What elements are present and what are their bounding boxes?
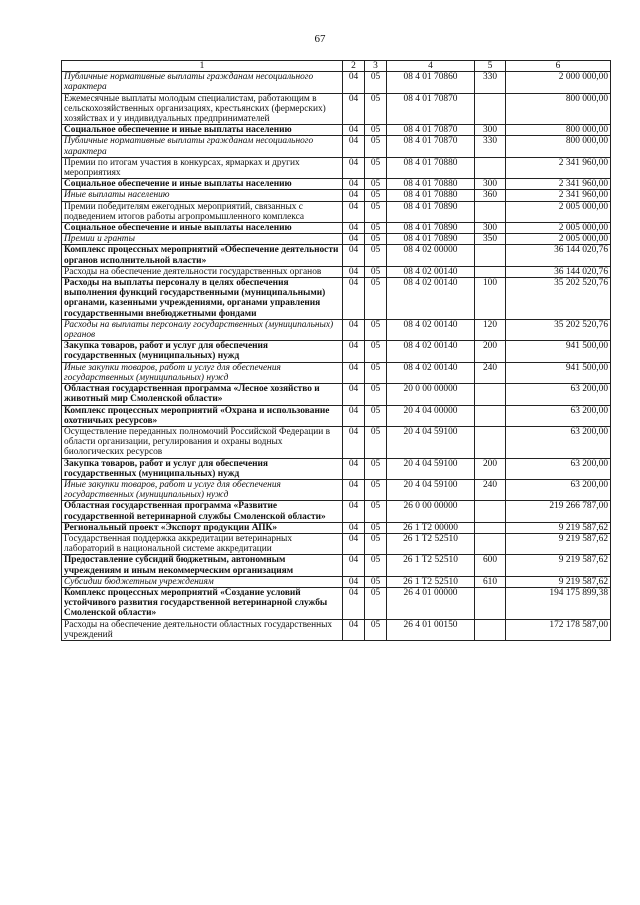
- budget-table: [61, 60, 611, 641]
- row-amount: 2 341 960,00: [506, 157, 611, 178]
- row-expense-type: 120: [475, 319, 506, 340]
- row-section: 04: [343, 223, 365, 234]
- row-name: Социальное обеспечение и иные выплаты населению: [62, 125, 343, 136]
- row-amount: 800 000,00: [506, 125, 611, 136]
- row-name: Предоставление субсидий бюджетным, автономным учреждениям и иным некоммерческим организациям: [62, 555, 343, 576]
- row-section: 04: [343, 501, 365, 522]
- page-number: 67: [314, 33, 326, 45]
- row-name: Ежемесячные выплаты молодым специалистам, работающим в сельскохозяйственных организациях, крестьянских (фермерских) хозяйствах и у индивидуальных предпринимателей: [62, 93, 343, 125]
- header-col-2: 2: [343, 61, 365, 72]
- row-name: Региональный проект «Экспорт продукции АПК»: [62, 522, 343, 533]
- row-expense-type: [475, 522, 506, 533]
- row-amount: 36 144 020,76: [506, 245, 611, 266]
- row-target-code: 08 4 01 70890: [387, 223, 475, 234]
- row-name: Государственная поддержка аккредитации ветеринарных лабораторий в национальной системе аккредитации: [62, 533, 343, 554]
- row-expense-type: [475, 266, 506, 277]
- table-row: [62, 223, 611, 234]
- row-amount: 2 005 000,00: [506, 201, 611, 222]
- row-name: Закупка товаров, работ и услуг для обеспечения государственных (муниципальных) нужд: [62, 458, 343, 479]
- row-name: Расходы на выплаты персоналу государственных (муниципальных) органов: [62, 319, 343, 340]
- row-target-code: 20 4 04 59100: [387, 426, 475, 458]
- row-subsection: 05: [365, 93, 387, 125]
- row-expense-type: [475, 384, 506, 405]
- row-name: Публичные нормативные выплаты гражданам несоциального характера: [62, 72, 343, 93]
- table-row: [62, 501, 611, 522]
- row-expense-type: 350: [475, 234, 506, 245]
- row-section: 04: [343, 125, 365, 136]
- row-subsection: 05: [365, 341, 387, 362]
- row-subsection: 05: [365, 619, 387, 640]
- row-subsection: 05: [365, 587, 387, 619]
- row-amount: 2 005 000,00: [506, 234, 611, 245]
- row-target-code: 26 4 01 00150: [387, 619, 475, 640]
- row-amount: 9 219 587,62: [506, 522, 611, 533]
- row-name: Расходы на выплаты персоналу в целях обеспечения выполнения функций государственными (муниципальными) органами, казенными учреждениями, органами управления государственными внебюджетными фондами: [62, 278, 343, 320]
- row-subsection: 05: [365, 245, 387, 266]
- header-col-5: 5: [475, 61, 506, 72]
- table-row: [62, 362, 611, 383]
- row-target-code: 26 1 T2 00000: [387, 522, 475, 533]
- row-expense-type: 200: [475, 341, 506, 362]
- row-name: Областная государственная программа «Развитие государственной ветеринарной службы Смоленской области»: [62, 501, 343, 522]
- row-subsection: 05: [365, 426, 387, 458]
- row-expense-type: 300: [475, 223, 506, 234]
- row-section: 04: [343, 201, 365, 222]
- table-row: [62, 201, 611, 222]
- row-expense-type: 240: [475, 479, 506, 500]
- row-subsection: 05: [365, 125, 387, 136]
- row-expense-type: 300: [475, 179, 506, 190]
- row-amount: 9 219 587,62: [506, 533, 611, 554]
- row-section: 04: [343, 576, 365, 587]
- table-row: [62, 576, 611, 587]
- row-target-code: 08 4 02 00140: [387, 362, 475, 383]
- row-subsection: 05: [365, 157, 387, 178]
- row-name: Публичные нормативные выплаты гражданам несоциального характера: [62, 136, 343, 157]
- row-expense-type: 600: [475, 555, 506, 576]
- row-section: 04: [343, 157, 365, 178]
- row-name: Областная государственная программа «Лесное хозяйство и животный мир Смоленской области»: [62, 384, 343, 405]
- row-name: Расходы на обеспечение деятельности областных государственных учреждений: [62, 619, 343, 640]
- row-target-code: 08 4 01 70880: [387, 157, 475, 178]
- row-amount: 800 000,00: [506, 136, 611, 157]
- row-section: 04: [343, 384, 365, 405]
- table-row: [62, 157, 611, 178]
- table-row: [62, 266, 611, 277]
- row-expense-type: 300: [475, 125, 506, 136]
- row-section: 04: [343, 190, 365, 201]
- table-row: [62, 341, 611, 362]
- row-name: Социальное обеспечение и иные выплаты населению: [62, 223, 343, 234]
- row-amount: 9 219 587,62: [506, 576, 611, 587]
- row-name: Премии по итогам участия в конкурсах, ярмарках и других мероприятиях: [62, 157, 343, 178]
- row-section: 04: [343, 587, 365, 619]
- row-amount: 63 200,00: [506, 405, 611, 426]
- row-target-code: 20 4 04 00000: [387, 405, 475, 426]
- row-expense-type: 240: [475, 362, 506, 383]
- row-amount: 2 341 960,00: [506, 179, 611, 190]
- row-section: 04: [343, 278, 365, 320]
- row-amount: 800 000,00: [506, 93, 611, 125]
- row-expense-type: [475, 501, 506, 522]
- row-subsection: 05: [365, 319, 387, 340]
- row-amount: 9 219 587,62: [506, 555, 611, 576]
- table-row: [62, 555, 611, 576]
- table-row: [62, 93, 611, 125]
- row-target-code: 08 4 01 70880: [387, 179, 475, 190]
- row-name: Иные закупки товаров, работ и услуг для обеспечения государственных (муниципальных) нужд: [62, 362, 343, 383]
- row-subsection: 05: [365, 190, 387, 201]
- table-row: [62, 278, 611, 320]
- row-subsection: 05: [365, 533, 387, 554]
- row-expense-type: 100: [475, 278, 506, 320]
- row-amount: 219 266 787,00: [506, 501, 611, 522]
- row-name: Субсидии бюджетным учреждениям: [62, 576, 343, 587]
- row-subsection: 05: [365, 405, 387, 426]
- row-amount: 63 200,00: [506, 479, 611, 500]
- row-subsection: 05: [365, 522, 387, 533]
- row-target-code: 08 4 01 70880: [387, 190, 475, 201]
- row-amount: 35 202 520,76: [506, 319, 611, 340]
- row-target-code: 20 4 04 59100: [387, 458, 475, 479]
- row-target-code: 08 4 02 00140: [387, 341, 475, 362]
- row-subsection: 05: [365, 576, 387, 587]
- row-section: 04: [343, 234, 365, 245]
- row-expense-type: 360: [475, 190, 506, 201]
- row-section: 04: [343, 522, 365, 533]
- row-subsection: 05: [365, 362, 387, 383]
- row-expense-type: [475, 157, 506, 178]
- header-col-6: 6: [506, 61, 611, 72]
- row-subsection: 05: [365, 555, 387, 576]
- table-row: [62, 458, 611, 479]
- table-row: [62, 245, 611, 266]
- header-col-1: 1: [62, 61, 343, 72]
- table-row: [62, 319, 611, 340]
- header-col-4: 4: [387, 61, 475, 72]
- row-subsection: 05: [365, 179, 387, 190]
- row-name: Премии победителям ежегодных мероприятий, связанных с подведением итогов работы агропромышленного комплекса: [62, 201, 343, 222]
- table-row: [62, 533, 611, 554]
- row-amount: 172 178 587,00: [506, 619, 611, 640]
- row-target-code: 26 1 T2 52510: [387, 533, 475, 554]
- row-section: 04: [343, 619, 365, 640]
- row-expense-type: [475, 619, 506, 640]
- row-target-code: 26 4 01 00000: [387, 587, 475, 619]
- row-subsection: 05: [365, 136, 387, 157]
- row-expense-type: [475, 533, 506, 554]
- row-section: 04: [343, 245, 365, 266]
- row-name: Премии и гранты: [62, 234, 343, 245]
- row-target-code: 26 1 T2 52510: [387, 576, 475, 587]
- row-target-code: 20 4 04 59100: [387, 479, 475, 500]
- row-section: 04: [343, 362, 365, 383]
- row-name: Осуществление переданных полномочий Российской Федерации в области организации, регулирования и охраны водных биологических ресурсов: [62, 426, 343, 458]
- row-amount: 941 500,00: [506, 341, 611, 362]
- row-section: 04: [343, 93, 365, 125]
- row-target-code: 08 4 01 70870: [387, 125, 475, 136]
- table-row: [62, 479, 611, 500]
- table-row: [62, 125, 611, 136]
- row-subsection: 05: [365, 223, 387, 234]
- row-amount: 2 005 000,00: [506, 223, 611, 234]
- table-row: [62, 72, 611, 93]
- row-amount: 2 341 960,00: [506, 190, 611, 201]
- row-name: Комплекс процессных мероприятий «Охрана и использование охотничьих ресурсов»: [62, 405, 343, 426]
- row-target-code: 08 4 02 00140: [387, 319, 475, 340]
- row-amount: 63 200,00: [506, 426, 611, 458]
- row-target-code: 26 0 00 00000: [387, 501, 475, 522]
- row-name: Комплекс процессных мероприятий «Обеспечение деятельности органов исполнительной власти»: [62, 245, 343, 266]
- row-name: Социальное обеспечение и иные выплаты населению: [62, 179, 343, 190]
- row-section: 04: [343, 341, 365, 362]
- row-subsection: 05: [365, 384, 387, 405]
- row-subsection: 05: [365, 201, 387, 222]
- table-row: [62, 405, 611, 426]
- row-expense-type: 330: [475, 72, 506, 93]
- row-section: 04: [343, 266, 365, 277]
- row-subsection: 05: [365, 234, 387, 245]
- table-row: [62, 136, 611, 157]
- row-section: 04: [343, 533, 365, 554]
- row-section: 04: [343, 458, 365, 479]
- table-header-row: [62, 61, 611, 72]
- row-target-code: 08 4 01 70890: [387, 201, 475, 222]
- table-row: [62, 234, 611, 245]
- row-target-code: 08 4 01 70890: [387, 234, 475, 245]
- row-expense-type: [475, 93, 506, 125]
- row-amount: 63 200,00: [506, 384, 611, 405]
- row-expense-type: [475, 587, 506, 619]
- row-amount: 63 200,00: [506, 458, 611, 479]
- table-row: [62, 587, 611, 619]
- row-target-code: 08 4 01 70870: [387, 136, 475, 157]
- row-section: 04: [343, 72, 365, 93]
- row-subsection: 05: [365, 72, 387, 93]
- row-name: Иные выплаты населению: [62, 190, 343, 201]
- row-name: Иные закупки товаров, работ и услуг для обеспечения государственных (муниципальных) нужд: [62, 479, 343, 500]
- table-row: [62, 384, 611, 405]
- row-section: 04: [343, 179, 365, 190]
- row-expense-type: [475, 201, 506, 222]
- row-target-code: 20 0 00 00000: [387, 384, 475, 405]
- row-section: 04: [343, 136, 365, 157]
- row-subsection: 05: [365, 266, 387, 277]
- row-amount: 36 144 020,76: [506, 266, 611, 277]
- row-expense-type: [475, 426, 506, 458]
- row-amount: 2 000 000,00: [506, 72, 611, 93]
- row-subsection: 05: [365, 479, 387, 500]
- row-target-code: 26 1 T2 52510: [387, 555, 475, 576]
- row-amount: 194 175 899,38: [506, 587, 611, 619]
- header-col-3: 3: [365, 61, 387, 72]
- table-row: [62, 522, 611, 533]
- row-section: 04: [343, 426, 365, 458]
- row-subsection: 05: [365, 278, 387, 320]
- row-amount: 35 202 520,76: [506, 278, 611, 320]
- row-section: 04: [343, 479, 365, 500]
- row-expense-type: 200: [475, 458, 506, 479]
- table-row: [62, 179, 611, 190]
- table-body: [62, 72, 611, 641]
- row-subsection: 05: [365, 458, 387, 479]
- row-name: Комплекс процессных мероприятий «Создание условий устойчивого развития государственной ветеринарной службы Смоленской области»: [62, 587, 343, 619]
- row-target-code: 08 4 02 00000: [387, 245, 475, 266]
- table-row: [62, 426, 611, 458]
- row-target-code: 08 4 02 00140: [387, 266, 475, 277]
- row-amount: 941 500,00: [506, 362, 611, 383]
- table-row: [62, 190, 611, 201]
- table-row: [62, 619, 611, 640]
- row-expense-type: [475, 245, 506, 266]
- row-target-code: 08 4 01 70860: [387, 72, 475, 93]
- row-target-code: 08 4 01 70870: [387, 93, 475, 125]
- row-subsection: 05: [365, 501, 387, 522]
- row-name: Закупка товаров, работ и услуг для обеспечения государственных (муниципальных) нужд: [62, 341, 343, 362]
- row-expense-type: [475, 405, 506, 426]
- row-section: 04: [343, 555, 365, 576]
- row-section: 04: [343, 405, 365, 426]
- row-section: 04: [343, 319, 365, 340]
- row-name: Расходы на обеспечение деятельности государственных органов: [62, 266, 343, 277]
- row-expense-type: 610: [475, 576, 506, 587]
- row-expense-type: 330: [475, 136, 506, 157]
- row-target-code: 08 4 02 00140: [387, 278, 475, 320]
